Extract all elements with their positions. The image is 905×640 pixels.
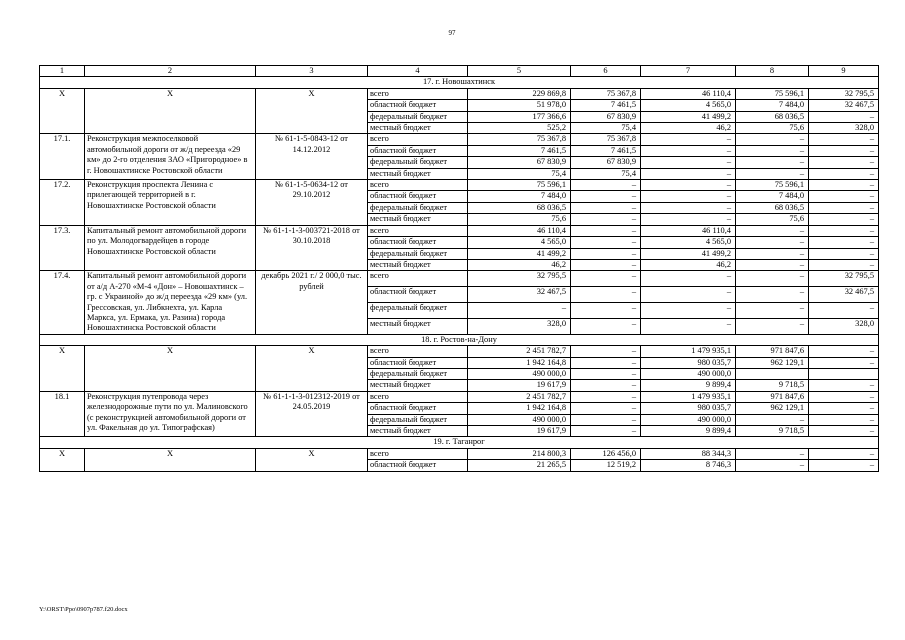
value-col9: 328,0 [809,123,879,134]
value-col8: 68 036,5 [736,111,809,122]
funding-source-label: областной бюджет [368,100,468,111]
value-col8: – [736,448,809,459]
value-col7: – [641,168,736,179]
item-number: 17.3. [40,225,85,271]
value-col7: 46 110,4 [641,88,736,99]
value-col8: 971 847,6 [736,391,809,402]
value-col8: 68 036,5 [736,202,809,213]
value-col9: – [809,303,879,319]
value-col7: 980 035,7 [641,357,736,368]
value-col8: – [736,168,809,179]
value-total: 525,2 [468,123,571,134]
value-col7: 9 899,4 [641,426,736,437]
funding-source-label: местный бюджет [368,426,468,437]
value-col6: – [571,259,641,270]
value-total: 177 366,6 [468,111,571,122]
value-col8: – [736,460,809,471]
value-total: 1 942 164,8 [468,357,571,368]
total-marker: X [85,346,256,392]
item-number: 17.4. [40,271,85,334]
value-col6: 126 456,0 [571,448,641,459]
value-col6: – [571,318,641,334]
value-col8: – [736,414,809,425]
value-col9 [809,368,879,379]
funding-source-label: областной бюджет [368,145,468,156]
value-total: 32 467,5 [468,287,571,303]
funding-source-label: всего [368,391,468,402]
value-col6: 75 367,8 [571,88,641,99]
value-col9: – [809,346,879,357]
value-col6: 67 830,9 [571,111,641,122]
funding-source-label: областной бюджет [368,287,468,303]
value-col9: – [809,134,879,145]
value-col9: – [809,448,879,459]
value-col9: 32 467,5 [809,287,879,303]
value-col9: – [809,357,879,368]
section-title: 19. г. Таганрог [40,437,879,448]
funding-source-label: местный бюджет [368,380,468,391]
item-name: Капитальный ремонт автомобильной дороги по ул. Молодогвардейцев в городе Новошахтинске Ростовской области [85,225,256,271]
value-col6: 75 367,8 [571,134,641,145]
item-number: 17.1. [40,134,85,180]
funding-source-label: федеральный бюджет [368,303,468,319]
funding-source-label: областной бюджет [368,237,468,248]
value-total: 75 596,1 [468,180,571,191]
funding-source-label: всего [368,88,468,99]
value-col7: – [641,271,736,287]
section-title: 18. г. Ростов-на-Дону [40,334,879,345]
funding-source-label: всего [368,134,468,145]
value-col7: 1 479 935,1 [641,346,736,357]
value-col6: – [571,237,641,248]
value-col9: 328,0 [809,318,879,334]
value-total: 32 795,5 [468,271,571,287]
value-col8: 9 718,5 [736,380,809,391]
value-col7: 88 344,3 [641,448,736,459]
value-col6: – [571,403,641,414]
value-col6: – [571,414,641,425]
funding-source-label: всего [368,448,468,459]
item-number: 17.2. [40,180,85,226]
column-number: 2 [85,66,256,77]
value-col6: – [571,191,641,202]
value-total: 229 869,8 [468,88,571,99]
value-col7: – [641,145,736,156]
value-col8: – [736,145,809,156]
value-col8: – [736,318,809,334]
value-col6: 7 461,5 [571,100,641,111]
item-name: Капитальный ремонт автомобильной дороги от а/д А-270 «М-4 «Дон» – Новошахтинск – гр. с Украиной» до ж/д переезда «29 км» (ул. Грессовская, ул. Либкнехта, ул. Карла Маркса, ул. Ермака, ул. Разина) города Новошахтинска Ростовской области [85,271,256,334]
value-total: 2 451 782,7 [468,346,571,357]
value-total: 67 830,9 [468,157,571,168]
value-col9: – [809,168,879,179]
funding-source-label: местный бюджет [368,123,468,134]
total-marker: X [40,88,85,134]
value-col6: – [571,225,641,236]
item-document: № 61-1-1-3-012312-2019 от 24.05.2019 [256,391,368,437]
file-path-footer: Y:\ORST\Ppo\0907p787.f20.docx [39,606,128,613]
value-total: 490 000,0 [468,368,571,379]
value-col9: 32 795,5 [809,88,879,99]
funding-source-label: федеральный бюджет [368,111,468,122]
item-row [40,180,879,191]
value-col9: – [809,380,879,391]
value-col7: 46,2 [641,123,736,134]
page-number: 97 [448,29,456,37]
value-total: 75 367,8 [468,134,571,145]
value-total: 41 499,2 [468,248,571,259]
value-total: – [468,303,571,319]
item-name: Реконструкция путепровода через железнодорожные пути по ул. Малиновского (с реконструкцией автомобильной дороги от ул. Факельная до ул. Типографская) [85,391,256,437]
value-col8: 75,6 [736,214,809,225]
value-col7: 8 746,3 [641,460,736,471]
column-number: 5 [468,66,571,77]
value-col9: – [809,180,879,191]
funding-source-label: местный бюджет [368,168,468,179]
section-total-row [40,448,879,459]
item-row [40,134,879,145]
total-marker: X [85,88,256,134]
item-row [40,225,879,236]
funding-source-label: федеральный бюджет [368,368,468,379]
value-col8: – [736,259,809,270]
value-total: 7 484,0 [468,191,571,202]
value-col9: 32 795,5 [809,271,879,287]
total-marker: X [256,88,368,134]
value-col9: – [809,145,879,156]
funding-source-label: областной бюджет [368,460,468,471]
value-total: 21 265,5 [468,460,571,471]
funding-source-label: федеральный бюджет [368,157,468,168]
value-col9: – [809,403,879,414]
value-col7: – [641,287,736,303]
value-total: 68 036,5 [468,202,571,213]
funding-source-label: всего [368,271,468,287]
funding-source-label: всего [368,346,468,357]
item-name: Реконструкция межпоселковой автомобильной дороги от ж/д переезда «29 км» до 2-го отделения ЗАО «Пригородное» в г. Новошахтинске Ростовской области [85,134,256,180]
value-col8: – [736,287,809,303]
funding-source-label: местный бюджет [368,214,468,225]
funding-source-label: федеральный бюджет [368,248,468,259]
total-marker: X [85,448,256,471]
value-col9: – [809,460,879,471]
value-col7: 41 499,2 [641,111,736,122]
budget-table [39,65,879,472]
value-col8: – [736,134,809,145]
item-row [40,391,879,402]
value-total: 46,2 [468,259,571,270]
value-col7: 490 000,0 [641,414,736,425]
value-col8: 75 596,1 [736,180,809,191]
value-col7: – [641,202,736,213]
value-total: 19 617,9 [468,426,571,437]
value-col8: 962 129,1 [736,357,809,368]
value-col9: 32 467,5 [809,100,879,111]
value-col8 [736,368,809,379]
column-number: 6 [571,66,641,77]
item-document: декабрь 2021 г./ 2 000,0 тыс. рублей [256,271,368,334]
value-col9: – [809,202,879,213]
value-col6: – [571,426,641,437]
value-col6: 7 461,5 [571,145,641,156]
value-col8: – [736,237,809,248]
column-number: 1 [40,66,85,77]
value-col6: 67 830,9 [571,157,641,168]
value-total: 75,6 [468,214,571,225]
value-col9: – [809,214,879,225]
value-col7: – [641,134,736,145]
value-col6: – [571,202,641,213]
value-col9: – [809,225,879,236]
value-col8: – [736,303,809,319]
column-number: 4 [368,66,468,77]
value-col8: 9 718,5 [736,426,809,437]
funding-source-label: федеральный бюджет [368,414,468,425]
value-col6: 75,4 [571,123,641,134]
value-col7: 1 479 935,1 [641,391,736,402]
value-total: 214 800,3 [468,448,571,459]
column-number: 8 [736,66,809,77]
section-total-row [40,346,879,357]
value-col7: – [641,180,736,191]
value-col7: 980 035,7 [641,403,736,414]
value-col6: – [571,287,641,303]
value-col9: – [809,237,879,248]
total-marker: X [256,448,368,471]
item-number: 18.1 [40,391,85,437]
value-col7: 4 565,0 [641,100,736,111]
value-col9: – [809,157,879,168]
value-col8: 75,6 [736,123,809,134]
funding-source-label: местный бюджет [368,318,468,334]
funding-source-label: областной бюджет [368,357,468,368]
total-marker: X [256,346,368,392]
value-col6: – [571,391,641,402]
value-total: 7 461,5 [468,145,571,156]
value-col8: 971 847,6 [736,346,809,357]
value-col6: 12 519,2 [571,460,641,471]
value-col7: 490 000,0 [641,368,736,379]
value-col9: – [809,426,879,437]
total-marker: X [40,448,85,471]
value-total: 328,0 [468,318,571,334]
value-col9: – [809,414,879,425]
section-title-row [40,437,879,448]
value-col6: – [571,346,641,357]
value-total: 2 451 782,7 [468,391,571,402]
value-col8: – [736,271,809,287]
value-col6: – [571,357,641,368]
value-col9: – [809,259,879,270]
item-name: Реконструкция проспекта Ленина с прилегающей территорией в г. Новошахтинске Ростовской области [85,180,256,226]
value-col6: – [571,271,641,287]
value-total: 46 110,4 [468,225,571,236]
value-col9: – [809,111,879,122]
section-title-row [40,334,879,345]
value-col6: 75,4 [571,168,641,179]
funding-source-label: всего [368,180,468,191]
value-col7: – [641,214,736,225]
value-col8: 962 129,1 [736,403,809,414]
value-total: 1 942 164,8 [468,403,571,414]
section-title: 17. г. Новошахтинск [40,77,879,88]
value-col7: 46,2 [641,259,736,270]
value-col6: – [571,180,641,191]
value-col6: – [571,368,641,379]
value-col6: – [571,380,641,391]
value-col8: – [736,248,809,259]
value-total: 75,4 [468,168,571,179]
value-total: 4 565,0 [468,237,571,248]
value-col7: 46 110,4 [641,225,736,236]
item-document: № 61-1-5-0634-12 от 29.10.2012 [256,180,368,226]
value-col9: – [809,248,879,259]
value-total: 51 978,0 [468,100,571,111]
funding-source-label: местный бюджет [368,259,468,270]
value-col7: – [641,303,736,319]
value-col8: 7 484,0 [736,100,809,111]
value-col8: – [736,157,809,168]
value-col7: 4 565,0 [641,237,736,248]
value-total: 19 617,9 [468,380,571,391]
funding-source-label: всего [368,225,468,236]
value-col6: – [571,303,641,319]
value-col8: 7 484,0 [736,191,809,202]
value-col8: 75 596,1 [736,88,809,99]
section-title-row [40,77,879,88]
item-document: № 61-1-1-3-003721-2018 от 30.10.2018 [256,225,368,271]
value-col7: 9 899,4 [641,380,736,391]
column-number: 9 [809,66,879,77]
value-col7: – [641,318,736,334]
column-number: 7 [641,66,736,77]
value-col6: – [571,214,641,225]
item-document: № 61-1-5-0843-12 от 14.12.2012 [256,134,368,180]
value-col8: – [736,225,809,236]
value-col7: – [641,157,736,168]
value-col9: – [809,191,879,202]
funding-source-label: областной бюджет [368,403,468,414]
item-row [40,271,879,287]
column-number: 3 [256,66,368,77]
value-col7: 41 499,2 [641,248,736,259]
value-col7: – [641,191,736,202]
value-col6: – [571,248,641,259]
column-number-row [40,66,879,77]
funding-source-label: областной бюджет [368,191,468,202]
section-total-row [40,88,879,99]
value-total: 490 000,0 [468,414,571,425]
total-marker: X [40,346,85,392]
funding-source-label: федеральный бюджет [368,202,468,213]
value-col9: – [809,391,879,402]
